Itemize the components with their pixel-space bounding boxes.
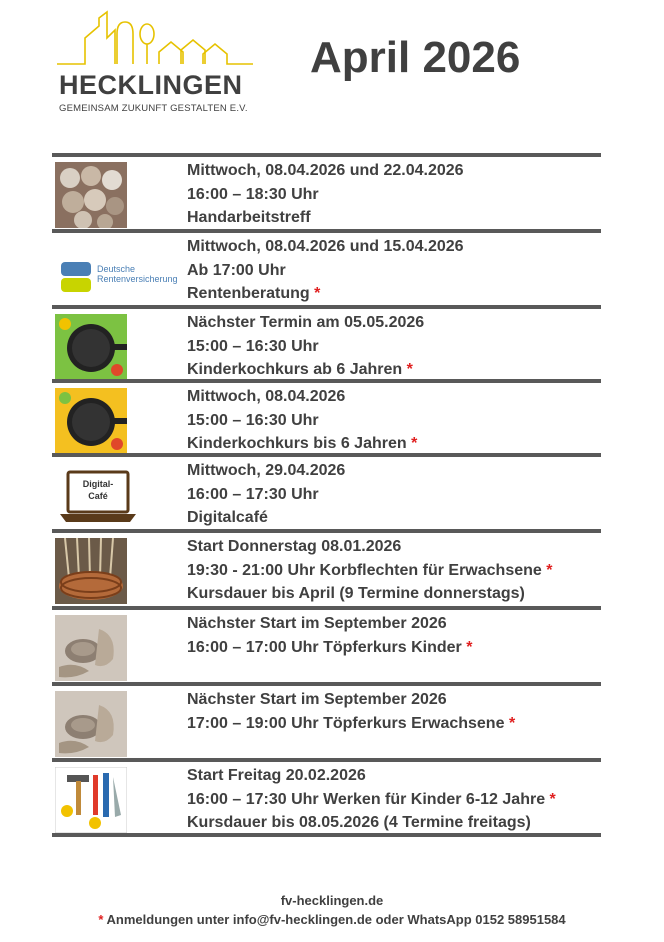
event-row	[52, 529, 601, 606]
event-time: 15:00 – 16:30 Uhr	[187, 337, 319, 355]
laptop-label: Digital-Café	[82, 479, 114, 501]
event-date: Mittwoch, 08.04.2026	[187, 388, 346, 405]
logo-name: HECKLINGEN	[59, 70, 243, 100]
event-time: 15:00 – 16:30 Uhr	[187, 411, 319, 429]
footer-note-line	[0, 912, 664, 927]
event-time-title: 16:00 – 17:30 Uhr Werken für Kinder 6-12 Jahre	[187, 790, 546, 808]
registration-star: *	[546, 561, 553, 579]
event-date: Mittwoch, 08.04.2026 und 22.04.2026	[187, 162, 464, 179]
event-row	[52, 682, 601, 758]
event-row	[52, 606, 601, 682]
event-time: 16:00 – 18:30 Uhr	[187, 185, 319, 203]
event-date: Nächster Start im September 2026	[187, 615, 447, 632]
cooking-pan-yellow-icon	[55, 388, 127, 454]
event-date: Mittwoch, 29.04.2026	[187, 462, 346, 479]
basket-weaving-photo-icon	[55, 538, 127, 604]
event-time: Ab 17:00 Uhr	[187, 261, 286, 279]
registration-star: *	[508, 714, 516, 732]
rentenversicherung-logo-text: Deutsche Rentenversicherung	[97, 264, 178, 284]
event-title: Kinderkochkurs bis 6 Jahren	[187, 435, 407, 452]
registration-star: *	[314, 285, 321, 302]
registration-star: *	[549, 790, 556, 808]
registration-star: *	[406, 361, 413, 378]
pottery-photo-icon	[55, 691, 127, 757]
laptop-icon	[58, 462, 138, 528]
event-time-title: 16:00 – 17:00 Uhr Töpferkurs Kinder	[187, 638, 462, 656]
event-time-title: 17:00 – 19:00 Uhr Töpferkurs Erwachsene	[187, 714, 505, 732]
event-row	[52, 758, 601, 837]
event-date: Start Freitag 20.02.2026	[187, 767, 366, 784]
cooking-pan-green-icon	[55, 314, 127, 380]
event-time-title: 19:30 - 21:00 Uhr Korbflechten für Erwachsene	[187, 561, 542, 579]
event-title: Digitalcafé	[187, 509, 268, 526]
deutsche-rentenversicherung-logo	[55, 238, 183, 304]
event-duration: Kursdauer bis 08.05.2026 (4 Termine freitags)	[187, 814, 531, 831]
event-title: Rentenberatung	[187, 285, 310, 302]
event-date: Start Donnerstag 08.01.2026	[187, 538, 402, 555]
event-time: 16:00 – 17:30 Uhr	[187, 485, 319, 503]
event-row	[52, 379, 601, 453]
event-title: Kinderkochkurs ab 6 Jahren	[187, 361, 403, 378]
hecklingen-logo	[55, 8, 255, 112]
logo-subtitle: GEMEINSAM ZUKUNFT GESTALTEN E.V.	[59, 103, 248, 114]
town-skyline-icon	[55, 8, 255, 72]
knitting-photo-icon	[55, 162, 127, 228]
page-title: April 2026	[310, 33, 521, 82]
registration-star: *	[411, 435, 418, 452]
event-list	[52, 153, 601, 837]
registration-star: *	[98, 912, 104, 927]
event-row	[52, 229, 601, 305]
footer-website: fv-hecklingen.de	[280, 893, 384, 908]
event-title: Handarbeitstreff	[187, 209, 311, 226]
event-row	[52, 453, 601, 529]
event-date: Nächster Start im September 2026	[187, 691, 447, 708]
event-date: Nächster Termin am 05.05.2026	[187, 314, 425, 331]
tools-handprints-icon	[55, 767, 127, 833]
footer-note: Anmeldungen unter info@fv-hecklingen.de oder WhatsApp 0152 58951584	[106, 912, 566, 927]
registration-star: *	[466, 638, 473, 656]
pottery-photo-icon	[55, 615, 127, 681]
event-row	[52, 153, 601, 229]
event-date: Mittwoch, 08.04.2026 und 15.04.2026	[187, 238, 464, 255]
event-duration: Kursdauer bis April (9 Termine donnerstags)	[187, 585, 525, 602]
event-row	[52, 305, 601, 379]
